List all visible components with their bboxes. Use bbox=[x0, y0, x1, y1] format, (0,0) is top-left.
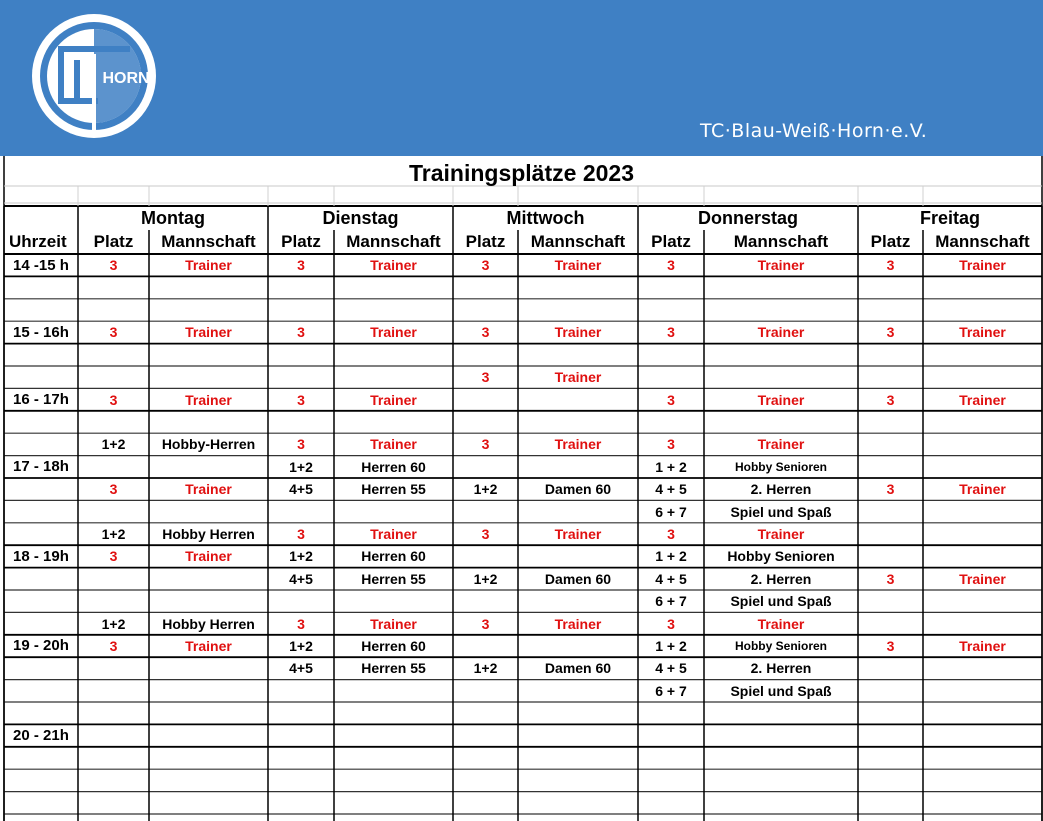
court-cell: 1 + 2 bbox=[655, 637, 687, 654]
day-header: Dienstag bbox=[322, 207, 399, 228]
court-cell: 1+2 bbox=[289, 458, 313, 475]
team-cell: Trainer bbox=[185, 324, 232, 341]
team-cell: 2. Herren bbox=[750, 481, 812, 498]
court-cell: 4 + 5 bbox=[655, 481, 687, 498]
court-cell: 3 bbox=[297, 257, 305, 274]
court-cell: 3 bbox=[109, 324, 118, 341]
team-cell: Hobby Senioren bbox=[727, 548, 835, 565]
court-column-header: Platz bbox=[281, 232, 321, 251]
team-cell: Trainer bbox=[554, 436, 602, 453]
court-cell: 1+2 bbox=[101, 615, 126, 632]
team-cell: Damen 60 bbox=[544, 660, 612, 677]
court-cell: 3 bbox=[481, 436, 490, 453]
court-column-header: Platz bbox=[651, 232, 691, 251]
team-cell: Hobby Senioren bbox=[734, 638, 827, 653]
court-cell: 1+2 bbox=[473, 570, 498, 587]
day-header: Mittwoch bbox=[506, 207, 585, 228]
court-cell: 4+5 bbox=[289, 481, 313, 498]
court-cell: 3 bbox=[667, 615, 675, 632]
team-cell: Herren 55 bbox=[361, 570, 426, 587]
team-cell: Herren 60 bbox=[361, 548, 426, 565]
court-cell: 4 + 5 bbox=[655, 660, 687, 677]
team-cell: Trainer bbox=[554, 324, 602, 341]
time-slot-label: 17 - 18h bbox=[13, 458, 69, 476]
court-cell: 3 bbox=[109, 257, 118, 274]
team-cell: 2. Herren bbox=[750, 570, 812, 587]
team-cell: Spiel und Spaß bbox=[730, 682, 832, 699]
team-cell: Trainer bbox=[757, 525, 805, 542]
court-cell: 3 bbox=[886, 637, 895, 654]
team-cell: Trainer bbox=[959, 570, 1006, 587]
team-cell: Trainer bbox=[959, 637, 1006, 654]
time-slot-label: 20 - 21h bbox=[13, 727, 69, 745]
court-cell: 4 + 5 bbox=[655, 570, 687, 587]
team-column-header: Mannschaft bbox=[935, 232, 1030, 251]
svg-text:HORN: HORN bbox=[102, 70, 150, 87]
court-cell: 6 + 7 bbox=[655, 682, 687, 699]
court-cell: 3 bbox=[667, 436, 675, 453]
team-cell: Trainer bbox=[370, 324, 417, 341]
page-title: Trainingsplätze 2023 bbox=[409, 160, 634, 186]
court-column-header: Platz bbox=[93, 232, 134, 251]
team-cell: Herren 60 bbox=[361, 458, 426, 475]
court-cell: 3 bbox=[667, 391, 675, 408]
court-cell: 3 bbox=[667, 525, 675, 542]
team-cell: Trainer bbox=[554, 257, 602, 274]
team-cell: Trainer bbox=[757, 324, 805, 341]
team-cell: Trainer bbox=[554, 525, 602, 542]
court-cell: 3 bbox=[109, 481, 118, 498]
team-cell: Hobby Herren bbox=[162, 615, 255, 632]
team-cell: Herren 55 bbox=[361, 660, 426, 677]
team-cell: Trainer bbox=[757, 391, 805, 408]
team-cell: 2. Herren bbox=[750, 660, 812, 677]
court-cell: 4+5 bbox=[289, 570, 313, 587]
court-cell: 3 bbox=[481, 324, 490, 341]
court-cell: 4+5 bbox=[289, 660, 313, 677]
team-cell: Damen 60 bbox=[544, 481, 612, 498]
court-cell: 3 bbox=[667, 324, 675, 341]
team-cell: Trainer bbox=[554, 615, 602, 632]
court-cell: 3 bbox=[297, 436, 305, 453]
team-cell: Trainer bbox=[370, 391, 417, 408]
team-cell: Trainer bbox=[757, 436, 805, 453]
team-column-header: Mannschaft bbox=[161, 232, 256, 251]
team-cell: Trainer bbox=[185, 637, 232, 654]
team-cell: Damen 60 bbox=[544, 570, 612, 587]
team-cell: Trainer bbox=[554, 369, 602, 386]
team-cell: Hobby Senioren bbox=[734, 459, 827, 474]
court-cell: 1+2 bbox=[289, 637, 313, 654]
court-column-header: Platz bbox=[870, 232, 911, 251]
day-header: Freitag bbox=[919, 207, 980, 228]
court-cell: 1+2 bbox=[101, 436, 126, 453]
time-column-header: Uhrzeit bbox=[9, 232, 67, 251]
team-column-header: Mannschaft bbox=[530, 232, 626, 251]
court-cell: 3 bbox=[297, 615, 305, 632]
court-cell: 3 bbox=[886, 481, 895, 498]
court-cell: 3 bbox=[481, 615, 490, 632]
team-cell: Trainer bbox=[757, 615, 805, 632]
court-cell: 3 bbox=[109, 391, 118, 408]
court-cell: 1+2 bbox=[473, 481, 498, 498]
court-cell: 3 bbox=[667, 257, 675, 274]
team-cell: Trainer bbox=[370, 436, 417, 453]
team-cell: Trainer bbox=[185, 257, 232, 274]
court-cell: 1 + 2 bbox=[655, 548, 687, 565]
court-cell: 3 bbox=[297, 391, 305, 408]
court-cell: 3 bbox=[886, 570, 895, 587]
court-cell: 3 bbox=[886, 257, 895, 274]
court-cell: 3 bbox=[886, 391, 895, 408]
court-column-header: Platz bbox=[465, 232, 506, 251]
team-cell: Hobby-Herren bbox=[161, 436, 256, 453]
team-cell: Trainer bbox=[370, 525, 417, 542]
team-cell: Trainer bbox=[757, 257, 805, 274]
day-header: Donnerstag bbox=[697, 207, 798, 228]
court-cell: 3 bbox=[481, 525, 490, 542]
team-cell: Herren 60 bbox=[361, 637, 426, 654]
court-cell: 1+2 bbox=[473, 660, 498, 677]
team-column-header: Mannschaft bbox=[346, 232, 441, 251]
court-cell: 3 bbox=[886, 324, 895, 341]
team-cell: Hobby Herren bbox=[162, 525, 255, 542]
team-column-header: Mannschaft bbox=[733, 232, 829, 251]
time-slot-label: 16 - 17h bbox=[13, 391, 69, 409]
court-cell: 3 bbox=[297, 324, 305, 341]
team-cell: Trainer bbox=[959, 481, 1006, 498]
time-slot-label: 18 - 19h bbox=[13, 547, 69, 565]
court-cell: 1+2 bbox=[101, 525, 126, 542]
team-cell: Trainer bbox=[959, 391, 1006, 408]
team-cell: Trainer bbox=[370, 257, 417, 274]
court-cell: 3 bbox=[109, 637, 118, 654]
court-cell: 3 bbox=[481, 257, 490, 274]
team-cell: Trainer bbox=[959, 324, 1006, 341]
time-slot-label: 15 - 16h bbox=[13, 323, 69, 341]
court-cell: 1 + 2 bbox=[655, 458, 687, 475]
court-cell: 1+2 bbox=[289, 548, 313, 565]
club-name: TC·Blau-Weiß·Horn·e.V. bbox=[700, 120, 928, 142]
court-cell: 3 bbox=[297, 525, 305, 542]
team-cell: Spiel und Spaß bbox=[730, 503, 832, 520]
team-cell: Trainer bbox=[370, 615, 417, 632]
court-cell: 3 bbox=[109, 548, 118, 565]
team-cell: Trainer bbox=[185, 548, 232, 565]
team-cell: Spiel und Spaß bbox=[730, 593, 832, 610]
court-cell: 6 + 7 bbox=[655, 503, 687, 520]
team-cell: Trainer bbox=[185, 481, 232, 498]
court-cell: 6 + 7 bbox=[655, 593, 687, 610]
court-cell: 3 bbox=[481, 369, 490, 386]
team-cell: Trainer bbox=[185, 391, 232, 408]
day-header: Montag bbox=[141, 207, 205, 228]
team-cell: Herren 55 bbox=[361, 481, 426, 498]
time-slot-label: 14 -15 h bbox=[13, 256, 69, 274]
team-cell: Trainer bbox=[959, 257, 1006, 274]
time-slot-label: 19 - 20h bbox=[13, 637, 69, 655]
